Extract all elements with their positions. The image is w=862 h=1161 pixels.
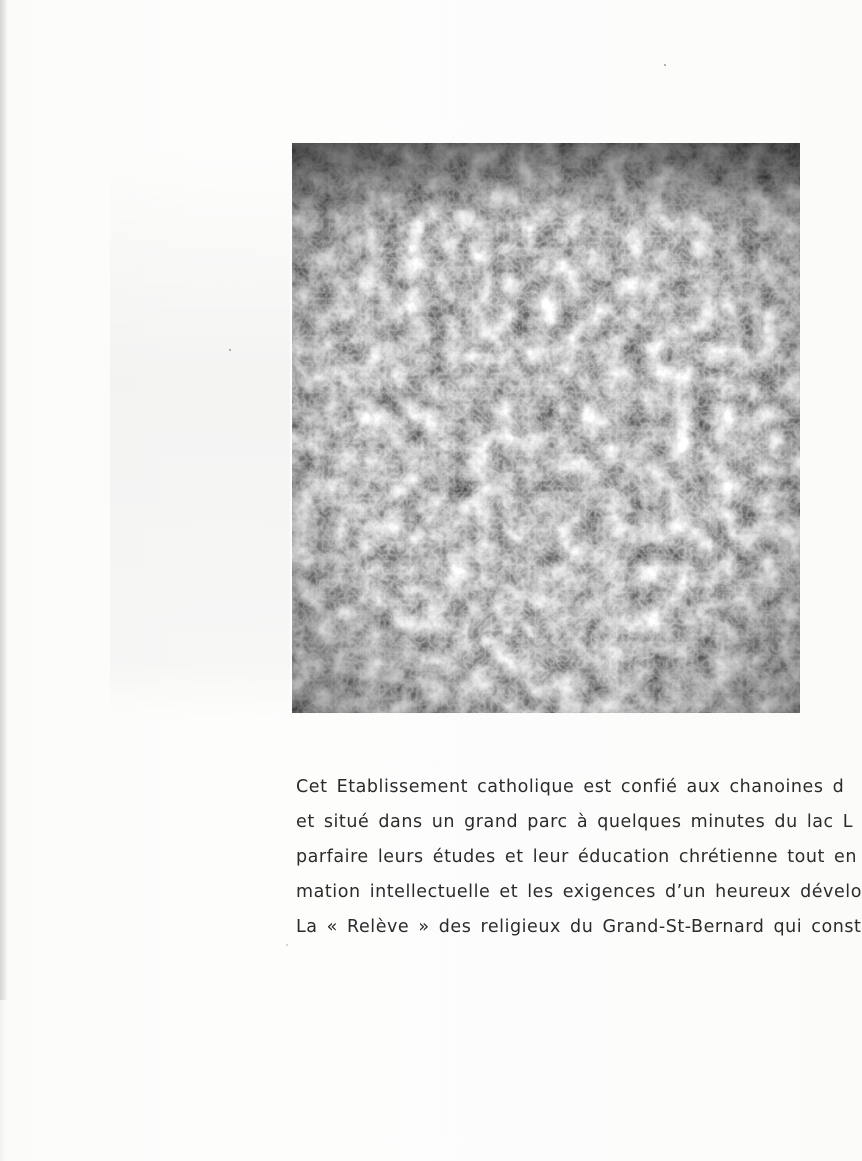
paragraph-line: parfaire leurs études et leur éducation chrétienne tout en	[296, 847, 857, 867]
body-paragraph	[296, 770, 862, 945]
paragraph-line: et situé dans un grand parc à quelques minutes du lac L	[296, 812, 854, 832]
paper-shadow	[110, 150, 290, 720]
binding-shadow	[0, 0, 8, 1000]
forest-photograph	[292, 143, 800, 713]
paragraph-line: La « Relève » des religieux du Grand-St-Bernard qui const	[296, 917, 862, 937]
forest-canopy-image	[292, 143, 800, 713]
dust-speck	[664, 64, 666, 66]
paragraph-line: mation intellectuelle et les exigences d’un heureux dévelo	[296, 882, 862, 902]
dust-speck	[286, 944, 288, 946]
dust-speck	[229, 349, 231, 351]
paragraph-line: Cet Etablissement catholique est confié aux chanoines d	[296, 777, 845, 797]
